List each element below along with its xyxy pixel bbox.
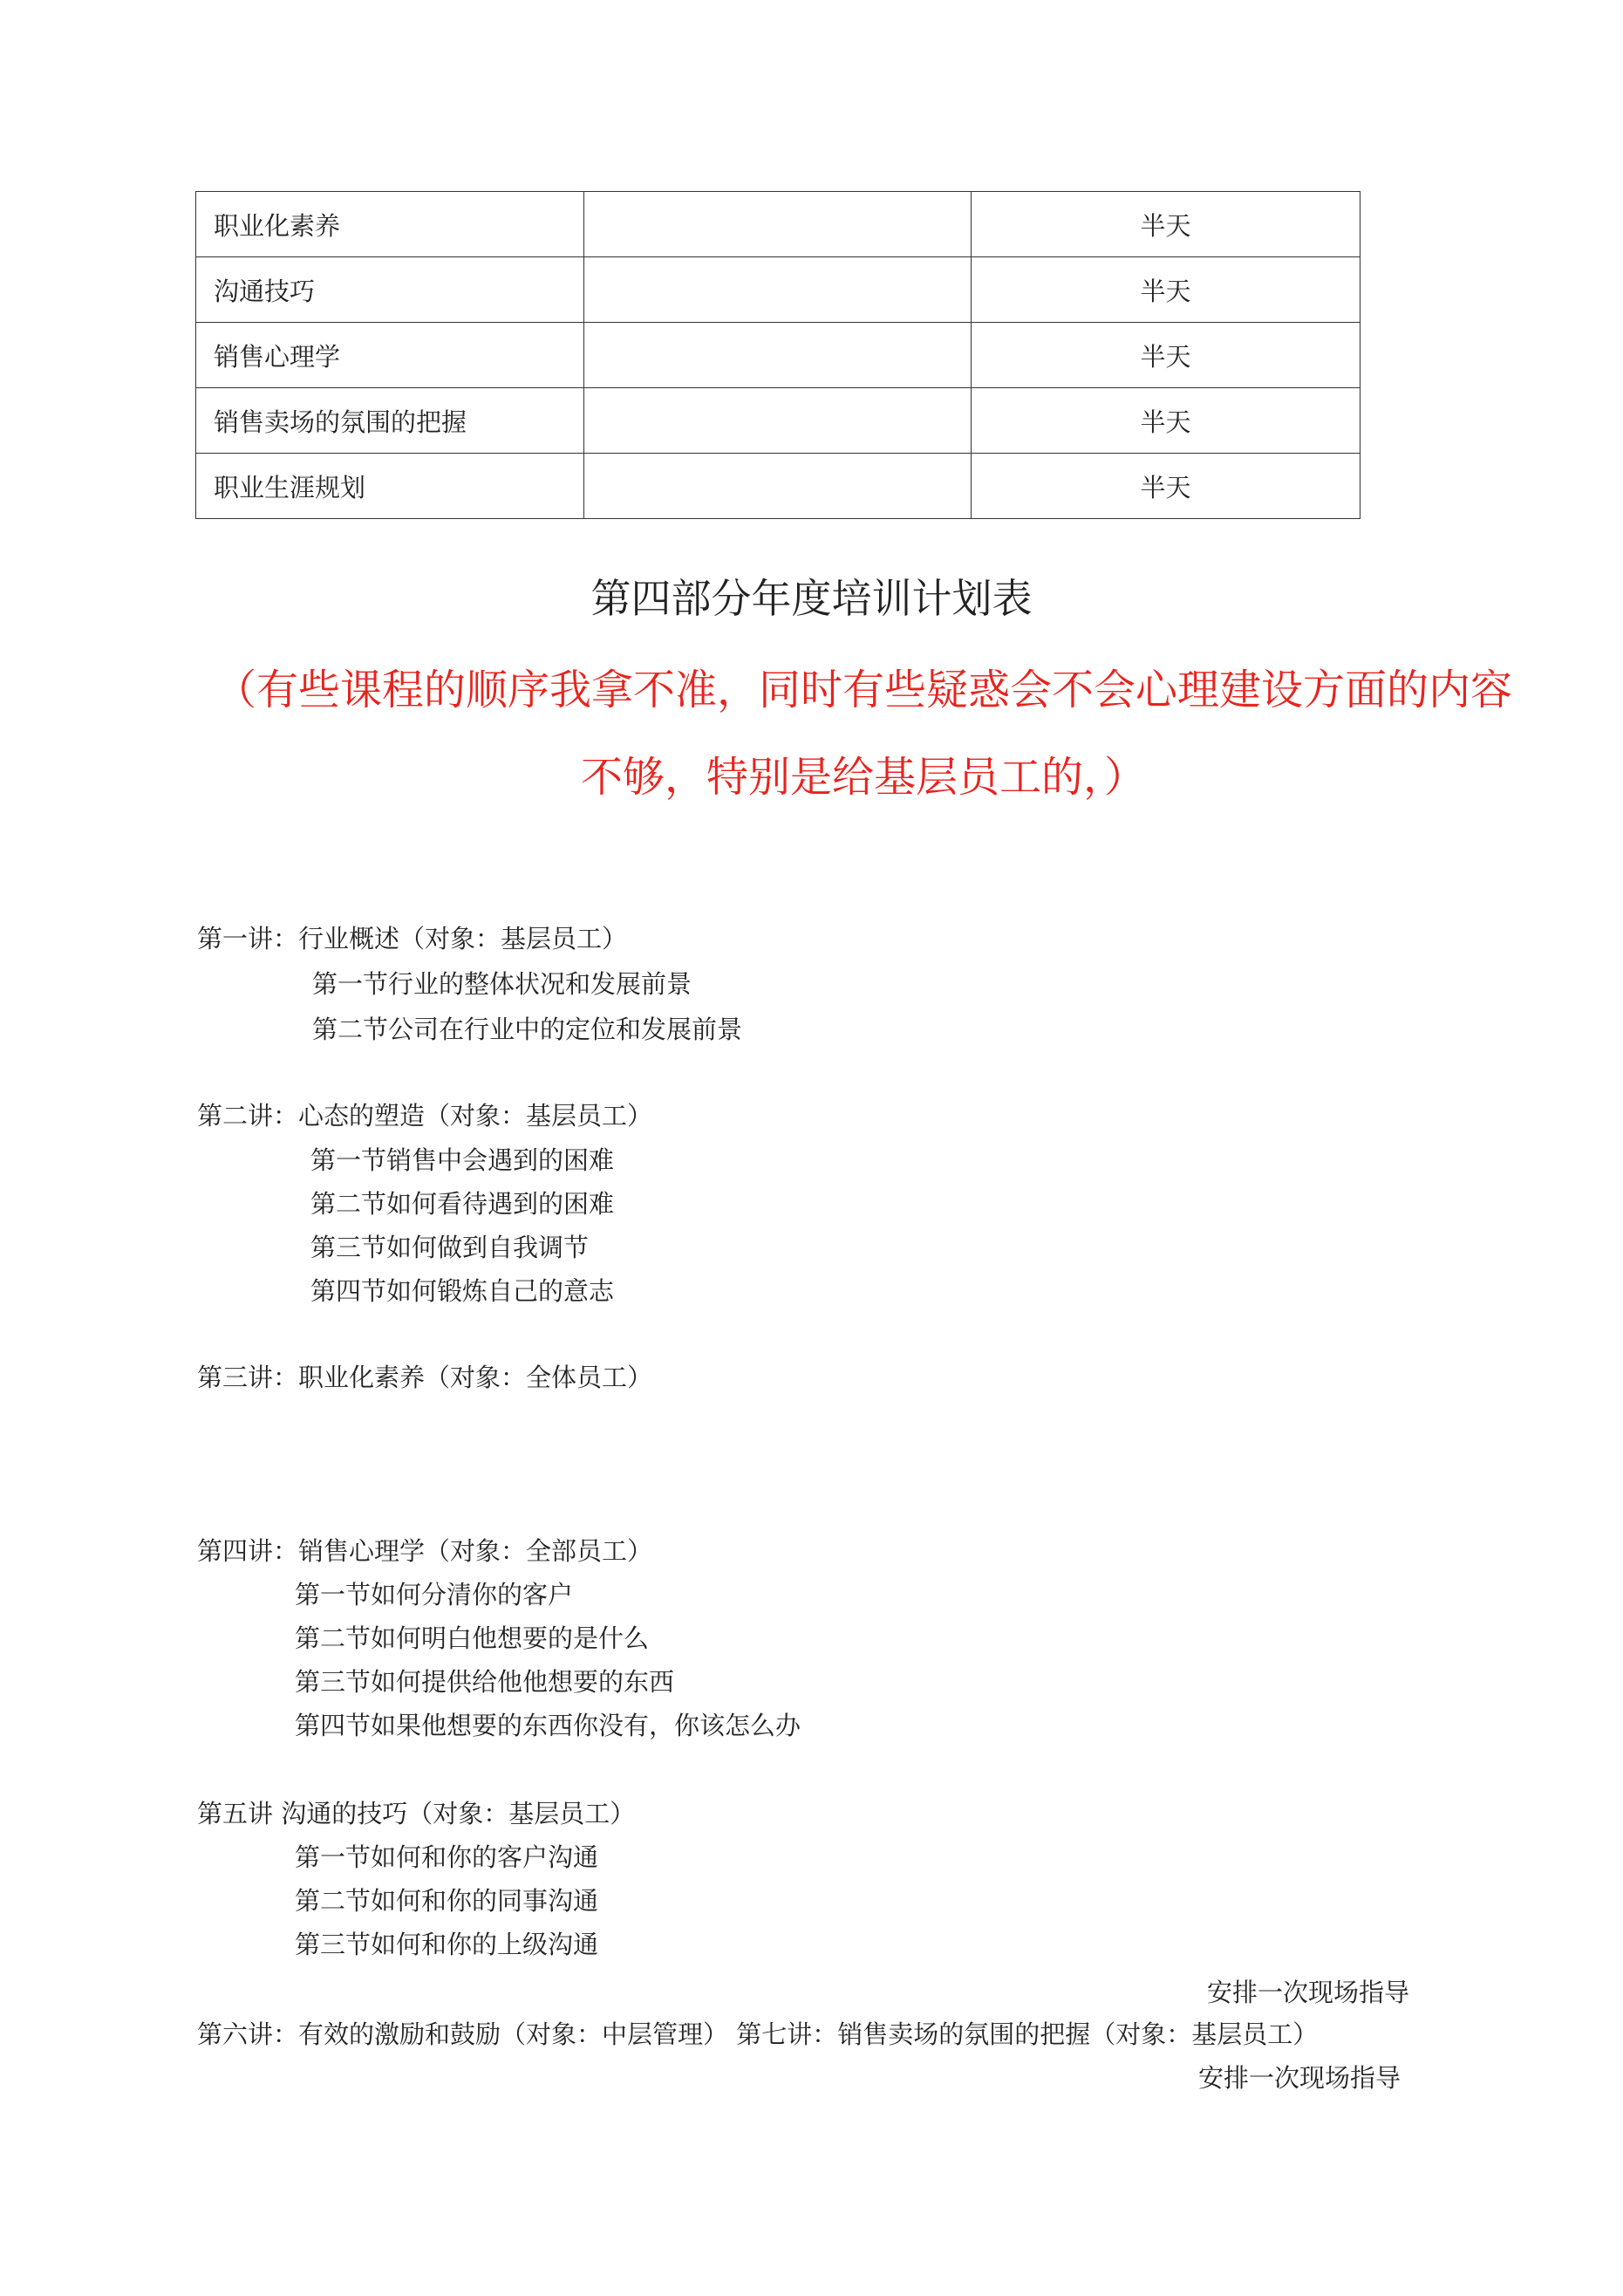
blank-cell [584, 388, 972, 454]
lecture-4-section: 第二节如何明白他想要的是什么 [295, 1623, 650, 1653]
lecture-5-section: 第三节如何和你的上级沟通 [295, 1930, 599, 1959]
lecture-1-heading: 第一讲：行业概述（对象：基层员工） [197, 924, 628, 953]
onsite-guidance-note: 安排一次现场指导 [1207, 1978, 1410, 2007]
blank-cell [584, 192, 972, 257]
blank-cell [584, 257, 972, 323]
course-cell: 销售心理学 [196, 323, 584, 388]
lecture-5-section: 第二节如何和你的同事沟通 [295, 1886, 599, 1916]
training-schedule-table [195, 191, 1360, 519]
duration-cell: 半天 [972, 257, 1360, 323]
course-cell: 销售卖场的氛围的把握 [196, 388, 584, 454]
lecture-1-section: 第二节公司在行业中的定位和发展前景 [312, 1015, 743, 1044]
lecture-5-section: 第一节如何和你的客户沟通 [295, 1842, 599, 1872]
lecture-3-heading: 第三讲：职业化素养（对象：全体员工） [197, 1363, 653, 1392]
lecture-4-section: 第三节如何提供给他他想要的东西 [295, 1667, 675, 1697]
red-note-line-2: 不够，特别是给基层员工的，） [580, 753, 1146, 802]
lecture-6-7-heading: 第六讲：有效的激励和鼓励（对象：中层管理） 第七讲：销售卖场的氛围的把握（对象：基层员工） [197, 2019, 1319, 2049]
lecture-4-section: 第一节如何分清你的客户 [295, 1580, 574, 1609]
duration-cell: 半天 [972, 192, 1360, 257]
lecture-2-section: 第一节销售中会遇到的困难 [310, 1145, 615, 1175]
course-cell: 职业化素养 [196, 192, 584, 257]
lecture-1-section: 第一节行业的整体状况和发展前景 [312, 969, 692, 999]
table-row [196, 192, 1360, 257]
blank-cell [584, 454, 972, 519]
table-row [196, 323, 1360, 388]
table-row [196, 388, 1360, 454]
lecture-2-heading: 第二讲：心态的塑造（对象：基层员工） [197, 1101, 653, 1131]
lecture-5-heading: 第五讲 沟通的技巧（对象：基层员工） [197, 1799, 636, 1828]
lecture-2-section: 第三节如何做到自我调节 [310, 1233, 590, 1262]
lecture-2-section: 第四节如何锻炼自己的意志 [310, 1276, 615, 1306]
onsite-guidance-note: 安排一次现场指导 [1198, 2063, 1401, 2093]
duration-cell: 半天 [972, 323, 1360, 388]
course-cell: 职业生涯规划 [196, 454, 584, 519]
duration-cell: 半天 [972, 388, 1360, 454]
duration-cell: 半天 [972, 454, 1360, 519]
lecture-4-section: 第四节如果他想要的东西你没有，你该怎么办 [295, 1711, 801, 1740]
page-title: 第四部分年度培训计划表 [590, 575, 1033, 622]
lecture-2-section: 第二节如何看待遇到的困难 [310, 1189, 615, 1219]
lecture-4-heading: 第四讲：销售心理学（对象：全部员工） [197, 1536, 653, 1566]
red-note-line-1: （有些课程的顺序我拿不准，同时有些疑惑会不会心理建设方面的内容 [214, 666, 1512, 714]
table-row [196, 454, 1360, 519]
blank-cell [584, 323, 972, 388]
course-cell: 沟通技巧 [196, 257, 584, 323]
table-row [196, 257, 1360, 323]
